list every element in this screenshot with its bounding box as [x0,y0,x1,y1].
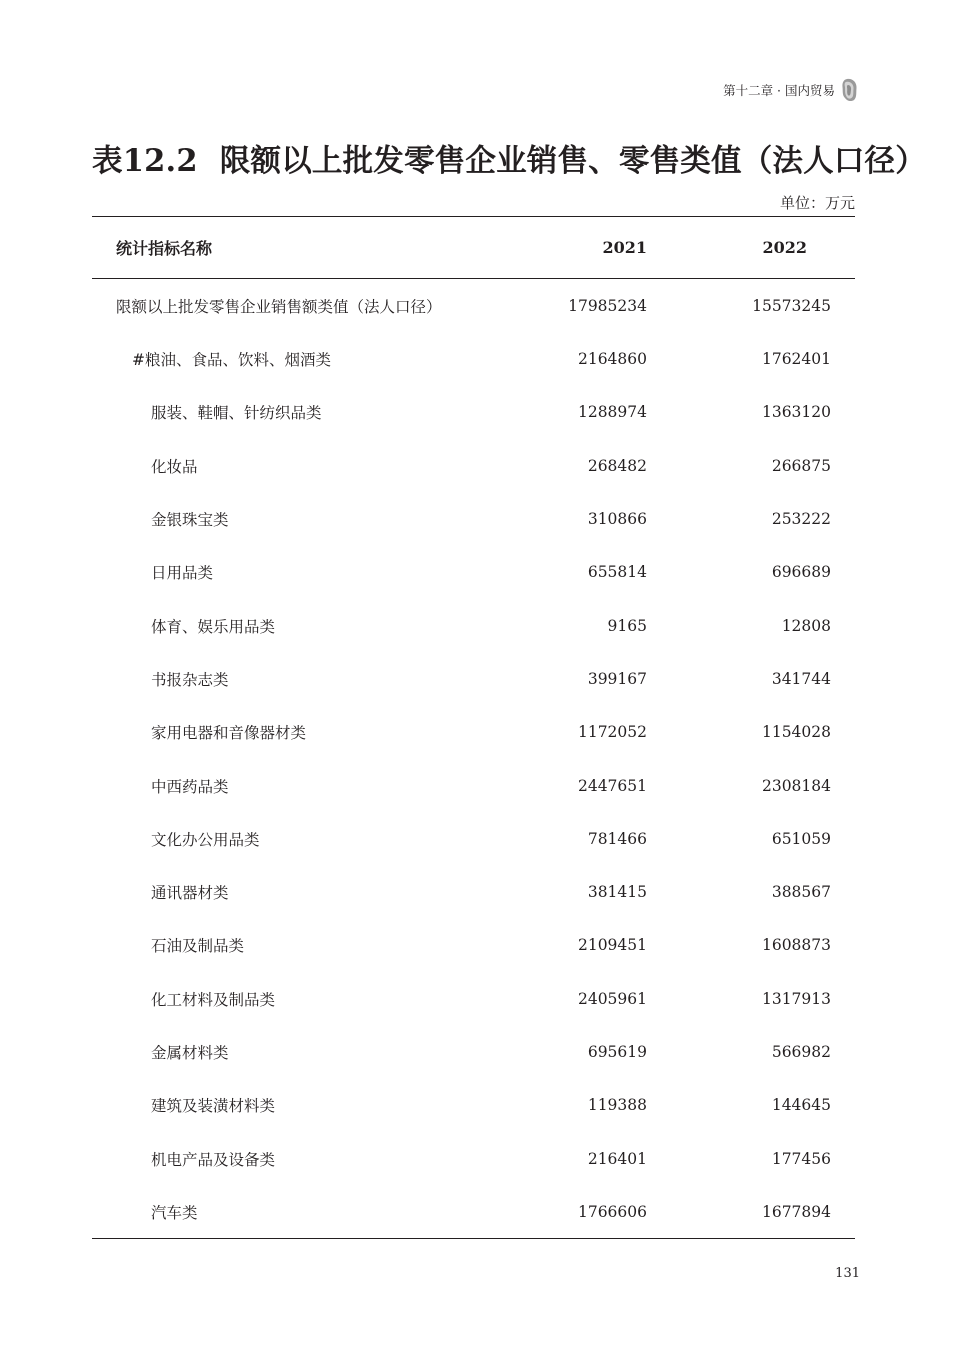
table-row [92,1185,855,1238]
running-head-text: 第十二章 · 国内贸易 [723,83,835,98]
indicator-name-cell: 金属材料类 [151,1044,229,1062]
table-row [92,812,855,865]
indicator-name-cell: 家用电器和音像器材类 [151,724,307,743]
indicator-name-cell: 中西药品类 [151,777,229,796]
value-2021-cell: 2109451 [577,936,647,955]
value-2022-cell: 12808 [781,616,831,635]
value-2022-cell: 253222 [771,510,831,529]
value-2021-cell: 1766606 [577,1202,647,1221]
indicator-name-cell: 书报杂志类 [151,670,229,689]
value-2021-cell: 695619 [587,1043,647,1061]
statistics-table [92,216,855,1239]
header-row [92,217,855,279]
value-2022-cell: 1363120 [761,403,831,422]
value-2022-cell: 1762401 [761,350,831,369]
table-row [92,1025,855,1078]
value-2021-cell: 2164860 [577,350,647,369]
table-title [92,136,926,180]
indicator-name-cell: 通讯器材类 [151,884,229,903]
table-row [92,492,855,545]
table-row [92,439,855,492]
value-2021-cell: 781466 [587,829,647,848]
header-year-2021: 2021 [602,238,647,257]
value-2022-cell: 144645 [771,1096,831,1115]
value-2021-cell: 2405961 [577,989,647,1008]
indicator-name-cell: 化妆品 [151,457,198,476]
value-2022-cell: 266875 [771,456,831,475]
indicator-name-cell: 限额以上批发零售企业销售额类值（法人口径） [116,297,442,316]
chapter-emblem-icon [841,78,858,102]
value-2021-cell: 381415 [587,883,647,902]
value-2022-cell: 1154028 [761,723,831,742]
value-2021-cell: 9165 [607,616,647,635]
value-2021-cell: 655814 [587,563,647,582]
value-2021-cell: 216401 [587,1149,647,1168]
indicator-name-cell: 金银珠宝类 [151,511,229,530]
value-2021-cell: 119388 [587,1096,647,1115]
value-2022-cell: 341744 [771,669,831,688]
value-2022-cell: 388567 [771,883,831,902]
indicator-name-cell: 汽车类 [151,1203,198,1222]
table-row [92,546,855,599]
running-head [723,78,858,102]
value-2022-cell: 177456 [771,1149,831,1168]
table-header [92,217,855,279]
table-row [92,279,855,333]
table-title-text: 限额以上批发零售企业销售、零售类值（法人口径） [219,143,926,179]
value-2021-cell: 310866 [587,510,647,529]
value-2022-cell: 696689 [771,563,831,582]
value-2021-cell: 17985234 [568,296,647,315]
table-row [92,599,855,652]
unit-label: 单位：万元 [779,194,855,212]
table-row [92,652,855,705]
header-year-2022: 2022 [762,238,807,257]
value-2022-cell: 1317913 [761,989,831,1008]
table-row [92,1132,855,1185]
table-row [92,919,855,972]
value-2022-cell: 1608873 [761,936,831,955]
indicator-name-cell: 石油及制品类 [151,937,245,956]
indicator-name-cell: 文化办公用品类 [151,830,260,849]
table-row [92,759,855,812]
value-2022-cell: 15573245 [752,296,831,315]
table-row [92,706,855,759]
header-indicator-name: 统计指标名称 [116,239,213,258]
value-2021-cell: 1172052 [577,723,647,742]
table-row [92,386,855,439]
indicator-name-cell: 化工材料及制品类 [151,990,276,1009]
indicator-name-cell: 服装、鞋帽、针纺织品类 [151,404,322,423]
page-number: 131 [835,1266,860,1281]
value-2021-cell: 268482 [587,456,647,475]
table-number: 表12.2 [92,143,198,179]
table-row [92,972,855,1025]
table-row [92,1079,855,1132]
table-row [92,865,855,918]
value-2021-cell: 1288974 [577,403,647,422]
value-2022-cell: 566982 [771,1043,831,1061]
value-2022-cell: 2308184 [761,776,831,795]
indicator-name-cell: 日用品类 [151,564,214,583]
value-2021-cell: 399167 [587,669,647,688]
value-2022-cell: 651059 [771,829,831,848]
table-body [92,279,855,1239]
value-2021-cell: 2447651 [577,776,647,795]
value-2022-cell: 1677894 [761,1202,831,1221]
indicator-name-cell: 机电产品及设备类 [151,1150,276,1169]
table-row [92,333,855,386]
indicator-name-cell: 体育、娱乐用品类 [151,617,276,636]
indicator-name-cell: 建筑及装潢材料类 [151,1097,276,1116]
indicator-name-cell: #粮油、食品、饮料、烟酒类 [132,351,331,370]
